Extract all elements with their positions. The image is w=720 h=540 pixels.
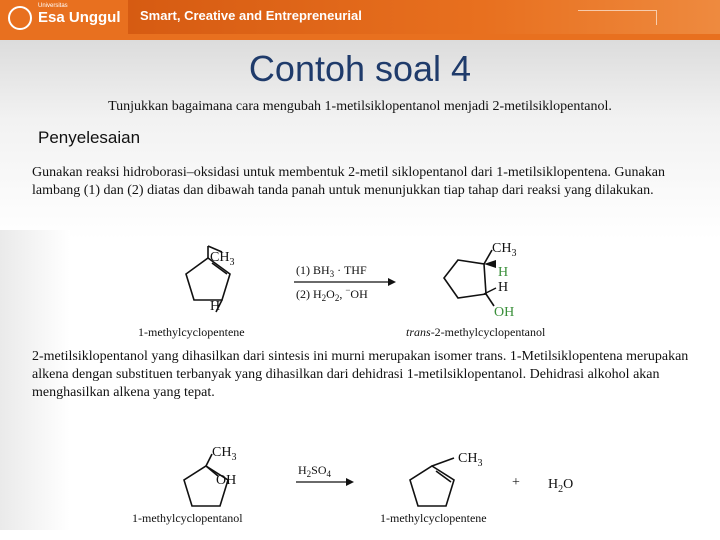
svg-text:H2O: $H_2O$ xyxy=(548,477,574,495)
reactant-h: H xyxy=(210,299,221,314)
product-h-bottom: H xyxy=(498,280,509,295)
section-heading: Penyelesaian xyxy=(38,128,141,147)
reactant2-ch3: CH xyxy=(212,445,232,460)
paragraph-1: Gunakan reaksi hidroborasi–oksidasi untuk membentuk 2-metil siklopentanol dari 1-metilsiklopentena. Gunakan lambang (1) dan (2) diatas dan dibawah tanda panah untuk menunjukkan tiap tahap dari reaksi yang dilakukan. xyxy=(32,165,665,198)
product2-name: 1-methylcyclopentene xyxy=(380,511,487,525)
svg-text:CH3: $CH_3$ xyxy=(212,445,237,463)
reactant2-name: 1-methylcyclopentanol xyxy=(132,511,243,525)
slide-title: Contoh soal 4 xyxy=(248,48,472,89)
product-h-top: H xyxy=(498,265,509,280)
svg-text:(1) BH3 · THF: (1) $BH_3$ · THF xyxy=(296,263,367,279)
reactant-name: 1-methylcyclopentene xyxy=(138,325,245,339)
logo-name: Esa Unggul xyxy=(38,9,121,26)
water: H xyxy=(548,477,559,492)
svg-text:CH3: $CH_3$ xyxy=(492,241,517,259)
step1-label: (1) BH xyxy=(296,263,330,277)
reactant2-oh: OH xyxy=(216,473,237,488)
tagline: Smart, Creative and Entrepreneurial xyxy=(140,8,362,23)
reaction-scheme-hydroboration xyxy=(136,236,566,342)
svg-text:H2SO4: $H_2SO_4$ xyxy=(298,463,332,479)
product-name: -2-methylcyclopentanol xyxy=(430,325,546,339)
step2-label: (2) H xyxy=(296,287,322,301)
logo-small-text: Universitas xyxy=(38,3,68,9)
product-ch3: CH xyxy=(492,241,512,256)
product-name-italic: trans xyxy=(406,325,431,339)
plus-sign: + xyxy=(512,475,520,490)
question-text: Tunjukkan bagaimana cara mengubah 1-metilsiklopentanol menjadi 2-metilsiklopentanol. xyxy=(108,99,612,114)
dehydration-reagent: H xyxy=(298,463,307,477)
svg-text:CH3: $CH_3$ xyxy=(458,451,483,469)
reaction-scheme-dehydration xyxy=(132,436,578,526)
reactant-ch3: CH xyxy=(210,250,230,265)
banner-decoration xyxy=(578,10,657,25)
svg-text:(2) H2O2, −OH: (2) $H_2O_2$, −OH xyxy=(296,285,368,303)
university-logo xyxy=(38,2,121,26)
university-logo-icon xyxy=(8,6,32,30)
svg-text:CH3: $CH_3$ xyxy=(210,250,235,268)
svg-text:trans-2-methylcyclopentanol xyxy=(406,325,546,339)
product2-ch3: CH xyxy=(458,451,478,466)
paragraph-2: 2-metilsiklopentanol yang dihasilkan dari sintesis ini murni merupakan isomer trans. 1-Metilsiklopentena merupakan alkena dengan substituen terbanyak yang dihasilkan dari dehidrasi 1-metilsiklopentanol. Dehidrasi alkohol akan menghasilkan alkena yang tepat. xyxy=(32,349,689,400)
product-oh: OH xyxy=(494,305,515,320)
